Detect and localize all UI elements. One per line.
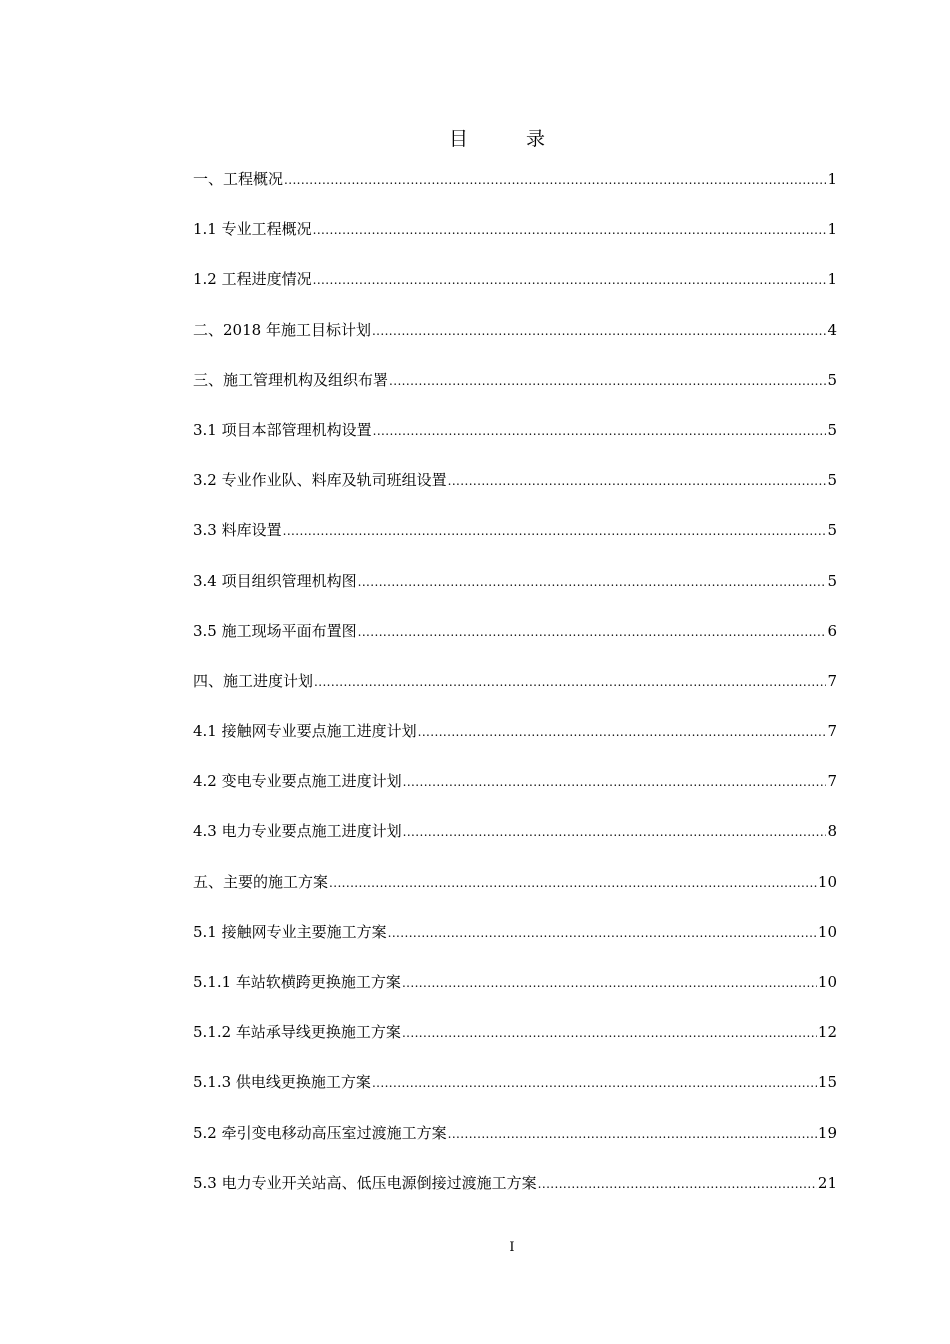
dot-leader: [284, 168, 826, 184]
toc-entry-page-number: 12: [817, 1023, 837, 1042]
toc-entry[interactable]: [193, 670, 837, 720]
toc-entry-title: 3.3 料库设置: [193, 521, 282, 540]
dot-leader: [403, 770, 827, 786]
toc-entry[interactable]: [193, 469, 837, 519]
toc-entry[interactable]: [193, 1172, 837, 1222]
toc-heading-char-2: 录: [526, 128, 546, 150]
toc-entry[interactable]: [193, 319, 837, 369]
toc-entry-page-number: 1: [827, 170, 837, 188]
toc-entry-title: 4.2 变电专业要点施工进度计划: [193, 772, 402, 791]
dot-leader: [372, 1071, 817, 1087]
dot-leader: [388, 921, 817, 937]
dot-leader: [448, 469, 827, 485]
toc-entry-page-number: 10: [817, 872, 837, 891]
dot-leader: [402, 971, 817, 987]
dot-leader: [313, 268, 827, 284]
toc-entry-page-number: 21: [817, 1173, 837, 1192]
toc-entry-page-number: 5: [827, 370, 837, 389]
toc-entry-page-number: 7: [827, 722, 837, 741]
toc-heading-char-1: 目: [448, 128, 468, 150]
toc-entry-page-number: 7: [827, 772, 837, 791]
toc-entry-page-number: 1: [827, 220, 837, 239]
dot-leader: [283, 519, 827, 535]
dot-leader: [372, 319, 827, 335]
toc-entry-title: 5.3 电力专业开关站高、低压电源倒接过渡施工方案: [193, 1173, 537, 1192]
toc-entry[interactable]: [193, 218, 837, 268]
table-of-contents: [193, 168, 837, 1222]
toc-entry[interactable]: [193, 1021, 837, 1071]
toc-entry-title: 4.3 电力专业要点施工进度计划: [193, 822, 402, 841]
dot-leader: [358, 620, 827, 636]
toc-entry[interactable]: [193, 1071, 837, 1121]
dot-leader: [373, 419, 827, 435]
toc-entry-page-number: 4: [827, 320, 837, 339]
toc-entry-title: 5.1 接触网专业主要施工方案: [193, 922, 387, 941]
toc-entry-title: 3.4 项目组织管理机构图: [193, 571, 357, 590]
dot-leader: [448, 1122, 817, 1138]
toc-entry-page-number: 10: [817, 922, 837, 941]
toc-entry-page-number: 1: [827, 270, 837, 289]
dot-leader: [538, 1172, 817, 1188]
toc-entry-title: 1.1 专业工程概况: [193, 220, 312, 239]
toc-entry[interactable]: [193, 820, 837, 870]
dot-leader: [314, 670, 826, 686]
toc-entry-page-number: 15: [817, 1073, 837, 1092]
dot-leader: [329, 871, 817, 887]
toc-entry[interactable]: [193, 570, 837, 620]
toc-entry-title: 四、施工进度计划: [193, 671, 314, 690]
toc-entry[interactable]: [193, 971, 837, 1021]
toc-entry-title: 4.1 接触网专业要点施工进度计划: [193, 722, 417, 741]
toc-entry-page-number: 7: [827, 671, 837, 690]
toc-entry-title: 5.2 牵引变电移动高压室过渡施工方案: [193, 1123, 447, 1142]
toc-entry-title: 1.2 工程进度情况: [193, 270, 312, 289]
toc-entry[interactable]: [193, 770, 837, 820]
toc-entry-title: 5.1.2 车站承导线更换施工方案: [193, 1023, 401, 1042]
toc-entry[interactable]: [193, 168, 837, 218]
dot-leader: [418, 720, 827, 736]
toc-entry[interactable]: [193, 419, 837, 469]
toc-entry-page-number: 8: [827, 822, 837, 841]
toc-entry-title: 三、施工管理机构及组织布署: [193, 370, 389, 389]
toc-entry-page-number: 5: [827, 471, 837, 490]
dot-leader: [358, 570, 827, 586]
toc-entry-page-number: 19: [817, 1123, 837, 1142]
dot-leader: [403, 820, 827, 836]
toc-heading: [0, 126, 950, 152]
dot-leader: [313, 218, 827, 234]
toc-entry-title: 3.1 项目本部管理机构设置: [193, 420, 372, 439]
toc-entry-page-number: 10: [817, 973, 837, 991]
toc-entry-title: 5.1.3 供电线更换施工方案: [193, 1073, 371, 1092]
toc-entry[interactable]: [193, 871, 837, 921]
toc-entry[interactable]: [193, 369, 837, 419]
toc-entry-page-number: 5: [827, 571, 837, 590]
toc-entry-title: 二、2018 年施工目标计划: [193, 320, 371, 339]
toc-entry-page-number: 6: [827, 621, 837, 640]
toc-entry-title: 五、主要的施工方案: [193, 872, 329, 891]
toc-entry-title: 3.5 施工现场平面布置图: [193, 621, 357, 640]
toc-entry[interactable]: [193, 1122, 837, 1172]
toc-entry-title: 一、工程概况: [193, 170, 284, 188]
toc-entry[interactable]: [193, 921, 837, 971]
toc-entry-title: 3.2 专业作业队、料库及轨司班组设置: [193, 471, 447, 490]
dot-leader: [389, 369, 826, 385]
toc-entry-page-number: 5: [827, 420, 837, 439]
toc-entry-page-number: 5: [827, 521, 837, 540]
page-number-footer: I: [509, 1240, 515, 1255]
toc-entry[interactable]: [193, 519, 837, 569]
toc-entry[interactable]: [193, 620, 837, 670]
dot-leader: [402, 1021, 817, 1037]
toc-entry-title: 5.1.1 车站软横跨更换施工方案: [193, 973, 401, 991]
toc-entry[interactable]: [193, 720, 837, 770]
toc-entry[interactable]: [193, 268, 837, 318]
